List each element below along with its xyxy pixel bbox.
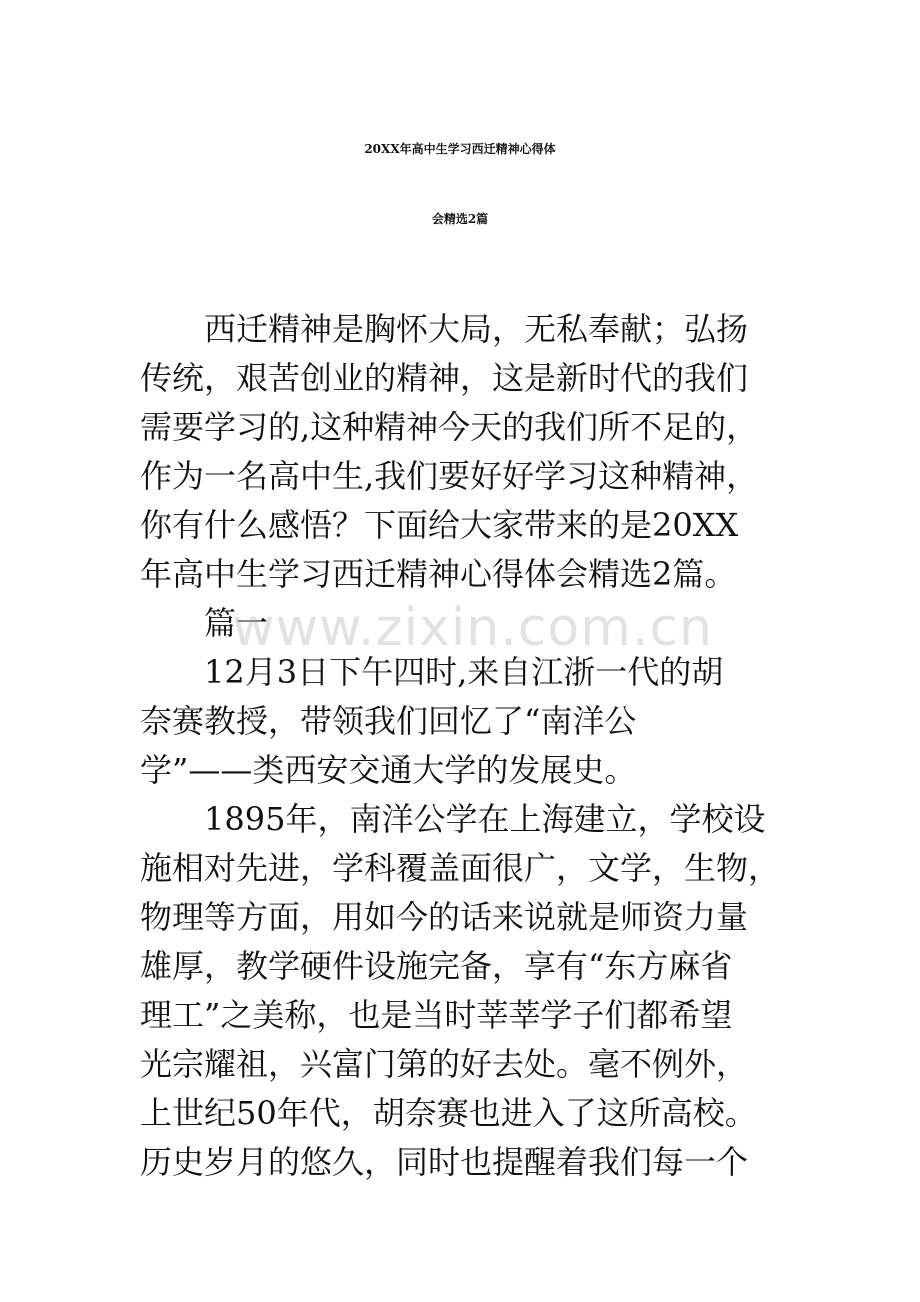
watermark: www.zixin.com.cn [232, 598, 713, 658]
body-line: 学”——类西安交通大学的发展史。 [140, 751, 637, 789]
body-line: 传统，艰苦创业的精神，这是新时代的我们 [140, 359, 749, 397]
body-line: 12月3日下午四时,来自江浙一代的胡 [140, 653, 724, 691]
body-line: 物理等方面，用如今的话来说就是师资力量 [140, 898, 749, 936]
body-line: 光宗耀祖，兴富门第的好去处。毫不例外， [140, 1045, 749, 1083]
body-line: 上世纪50年代，胡奈赛也进入了这所高校。 [140, 1094, 757, 1132]
document-title-line-1: 20XX年高中生学习西迁精神心得体 [364, 142, 556, 156]
document-title-line-2: 会精选2篇 [431, 212, 489, 226]
body-line: 施相对先进，学科覆盖面很广，文学，生物， [140, 849, 781, 887]
body-line: 年高中生学习西迁精神心得体会精选2篇。 [140, 555, 737, 593]
body-line: 你有什么感悟？下面给大家带来的是20XX [140, 506, 739, 544]
section-heading: 篇一 [140, 604, 269, 642]
body-line: 历史岁月的悠久，同时也提醒着我们每一个 [140, 1143, 749, 1181]
body-line: 理工”之美称，也是当时莘莘学子们都希望 [140, 996, 733, 1034]
body-line: 奈赛教授，带领我们回忆了“南洋公 [140, 702, 637, 740]
body-line: 作为一名高中生,我们要好好学习这种精神， [140, 457, 759, 495]
body-line: 1895年，南洋公学在上海建立，学校设 [140, 800, 766, 838]
body-line: 需要学习的,这种精神今天的我们所不足的， [140, 408, 759, 446]
body-line: 西迁精神是胸怀大局，无私奉献；弘扬 [140, 310, 749, 348]
body-line: 雄厚，教学硬件设施完备，享有“东方麻省 [140, 947, 733, 985]
